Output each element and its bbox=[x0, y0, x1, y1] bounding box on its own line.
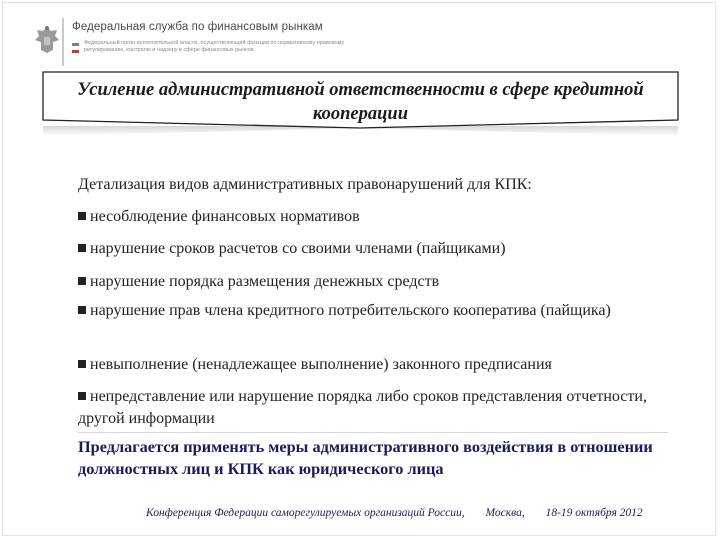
content-divider bbox=[78, 432, 668, 433]
coat-of-arms-icon bbox=[33, 24, 61, 56]
agency-description: Федеральный орган исполнительной власти, осуществляющий функции по нормативному правовому регулированию, контролю и надзору в сфере финансовых рынков bbox=[84, 40, 345, 53]
agency-name: Федеральная служба по финансовым рынкам bbox=[72, 21, 323, 33]
flag-stripe-red bbox=[72, 50, 79, 53]
flag-stripe-blue bbox=[72, 43, 79, 46]
list-item: невыполнение (ненадлежащее выполнение) законного предписания bbox=[78, 354, 678, 376]
bullet-icon bbox=[78, 360, 86, 368]
proposal-text: Предлагается применять меры административного воздействия в отношении должностных лиц и КПК как юридического лица bbox=[78, 437, 653, 478]
title-banner bbox=[41, 70, 680, 140]
footer-dates: 18-19 октября 2012 bbox=[545, 507, 643, 519]
list-item: нарушение порядка размещения денежных средств bbox=[78, 271, 678, 293]
bullet-icon bbox=[78, 392, 86, 400]
list-item: нарушение сроков расчетов со своими членами (пайщиками) bbox=[78, 238, 678, 260]
list-item: нарушение прав члена кредитного потребительского кооператива (пайщика) bbox=[78, 300, 678, 322]
bullet-icon bbox=[78, 277, 86, 285]
intro-text: Детализация видов административных правонарушений для КПК: bbox=[78, 176, 532, 193]
footer-city: Москва, bbox=[485, 507, 525, 519]
list-item: непредставление или нарушение порядка либо сроков представления отчетности, другой информации bbox=[78, 388, 647, 427]
list-item: несоблюдение финансовых нормативов bbox=[78, 206, 678, 228]
slide-title: Усиление административной ответственности в сфере кредитной кооперации bbox=[77, 80, 644, 124]
footer-conference: Конференция Федерации саморегулируемых организаций России, bbox=[146, 507, 465, 519]
bullet-icon bbox=[78, 306, 86, 314]
bullet-icon bbox=[78, 212, 86, 220]
header-divider bbox=[62, 18, 64, 66]
footer bbox=[146, 507, 686, 519]
bullet-icon bbox=[78, 244, 86, 252]
